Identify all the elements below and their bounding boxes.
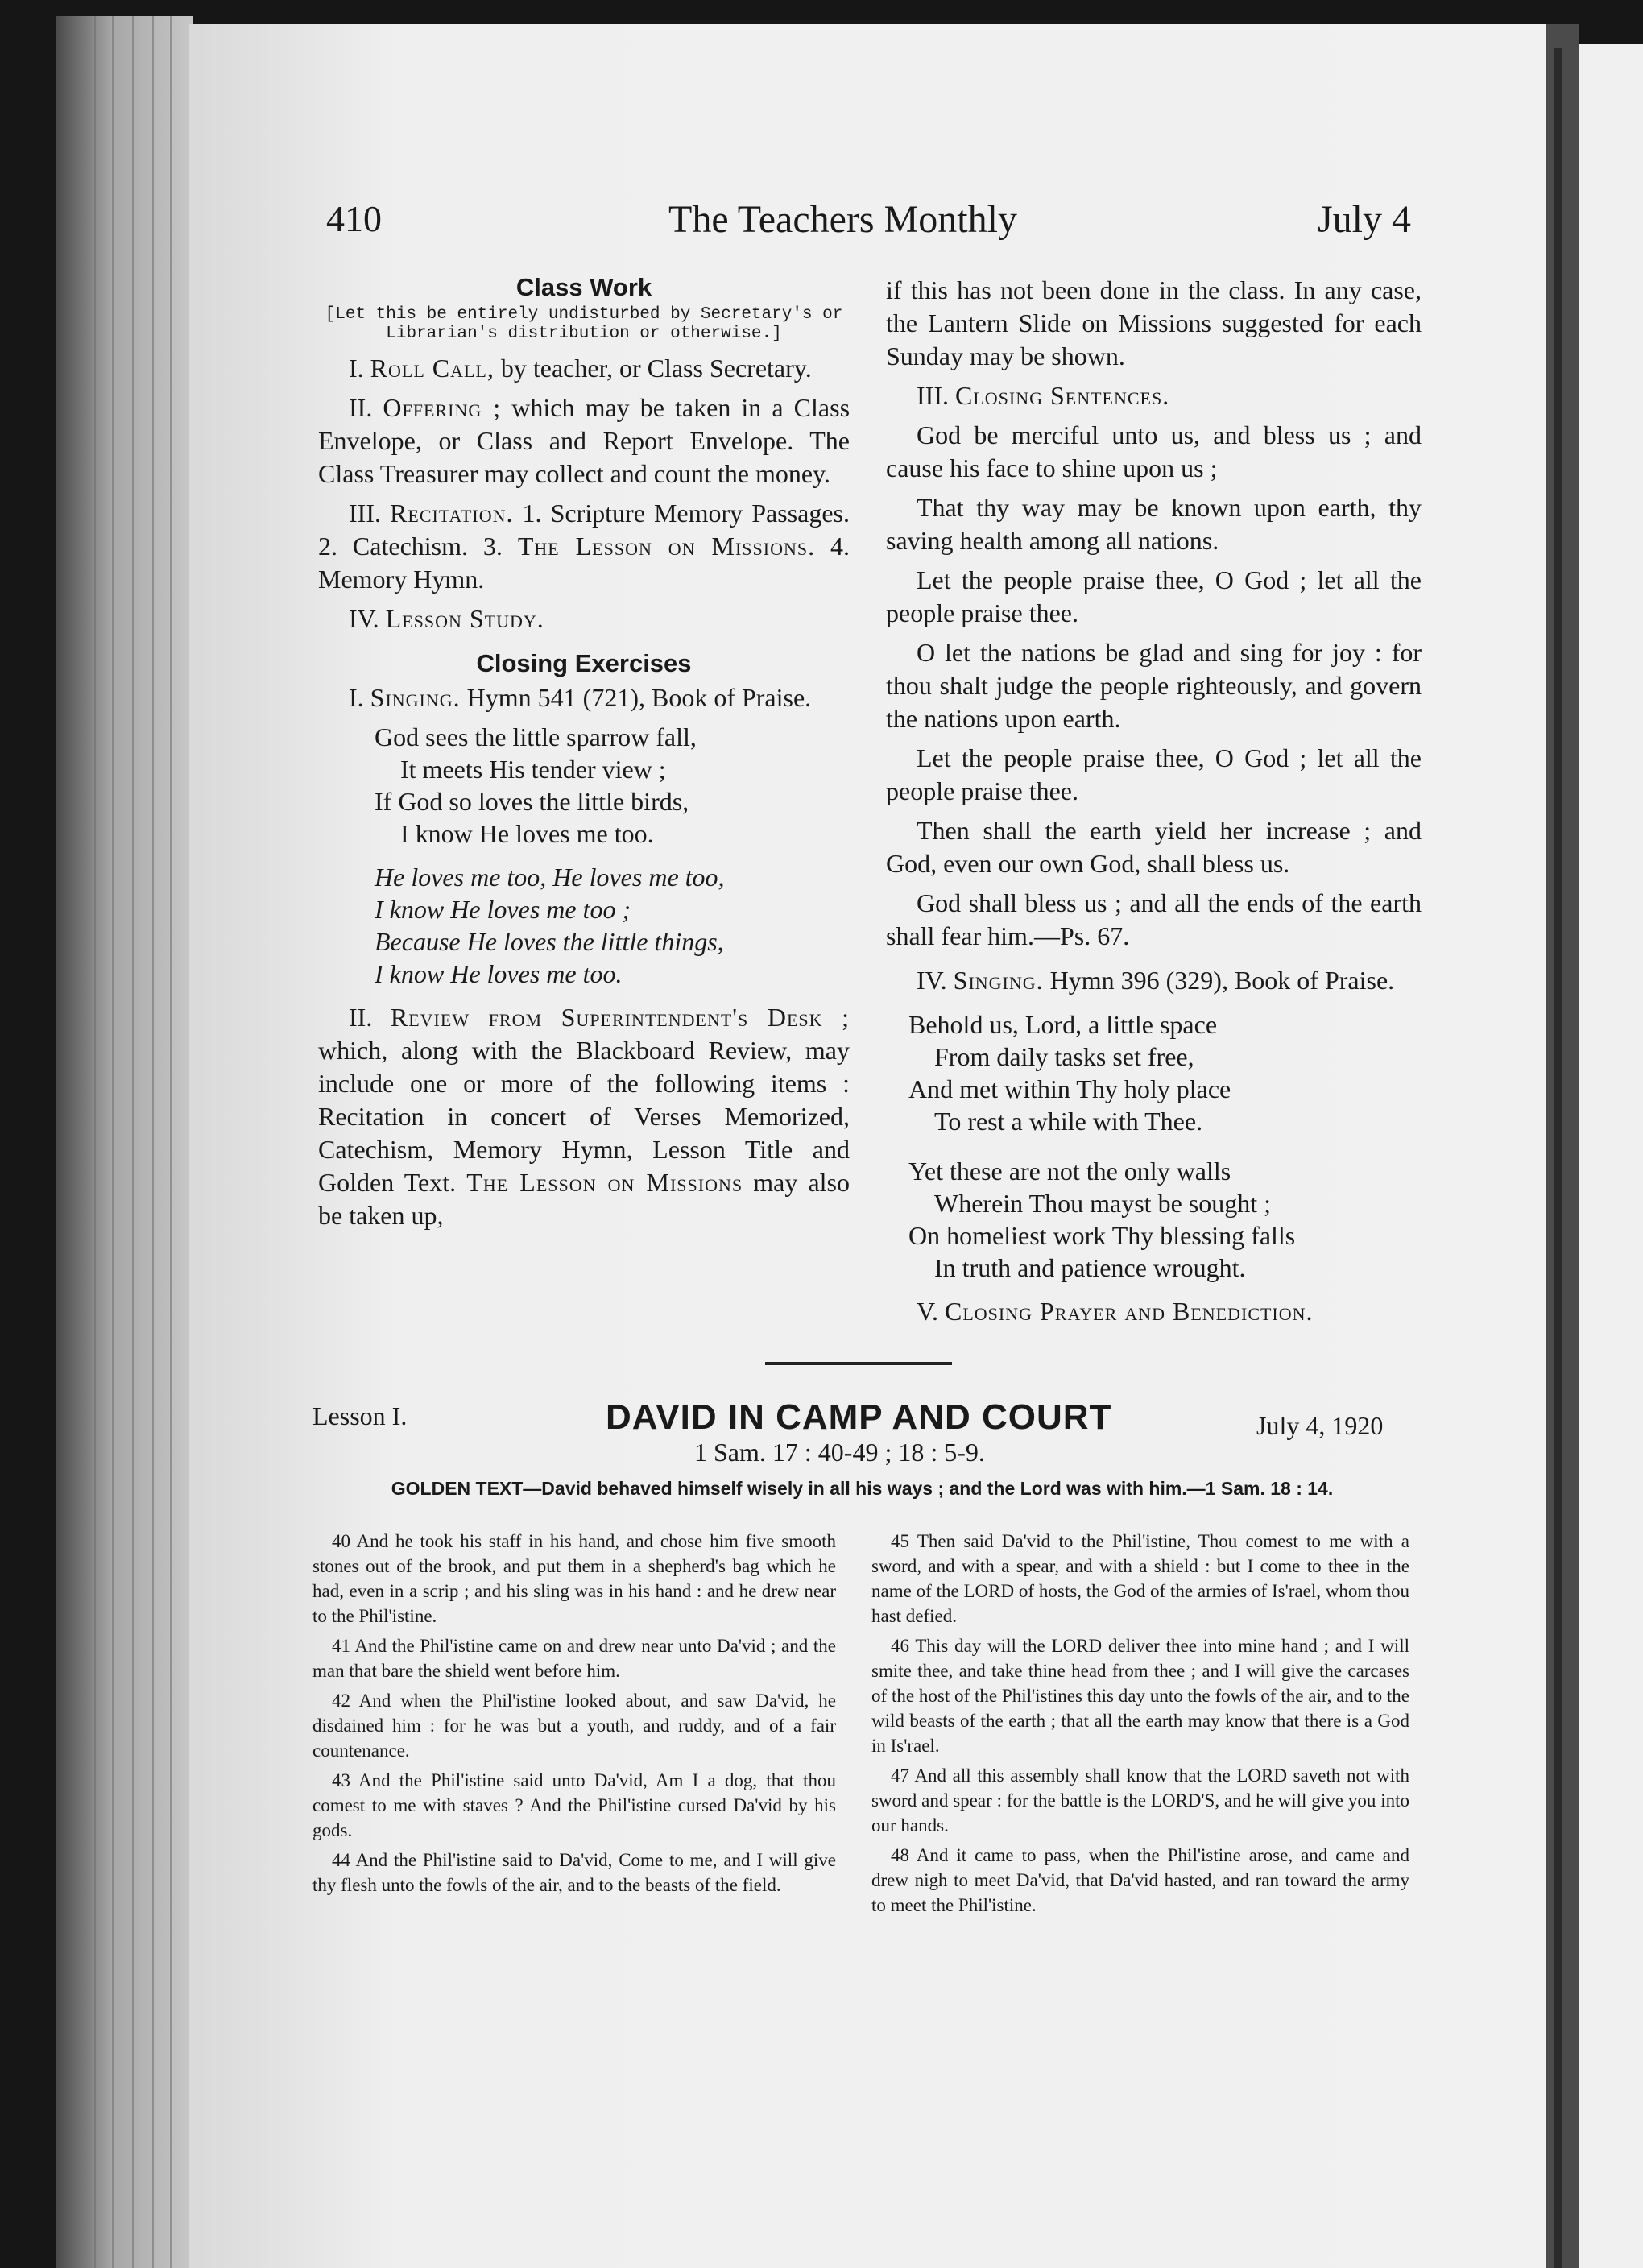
- singing-item-2: IV. Singing. Hymn 396 (329), Book of Praise.: [917, 966, 1395, 995]
- sentence: God shall bless us ; and all the ends of the earth shall fear him.—Ps. 67.: [886, 888, 1422, 950]
- sentence: O let the nations be glad and sing for joy : for thou shalt judge the people righteously, and govern the nations upon earth.: [886, 638, 1422, 733]
- verse-40: 40 And he took his staff in his hand, and chose him five smooth stones out of the brook, and put them in a shepherd's bag which he had, even in a scrip ; and his sling was in his hand : and he drew near to the Phil'istine.: [312, 1531, 836, 1626]
- page-number: 410: [326, 198, 382, 239]
- hymn-verse: God sees the little sparrow fall, It meets His tender view ; If God so loves the little birds, I know He loves me too.: [375, 722, 697, 848]
- hymn-chorus: He loves me too, He loves me too, I know He loves me too ; Because He loves the little things, I know He loves me too.: [375, 863, 725, 988]
- lesson-number: Lesson I.: [312, 1401, 408, 1430]
- section-divider: [765, 1362, 952, 1365]
- verse-48: 48 And it came to pass, when the Phil'istine arose, and came and drew nigh to meet Da'vid, that Da'vid hasted, and ran toward the army to meet the Phil'istine.: [871, 1845, 1409, 1915]
- review-continuation: if this has not been done in the class. In any case, the Lantern Slide on Missions suggested for each Sunday may be shown.: [886, 275, 1422, 370]
- verse-42: 42 And when the Phil'istine looked about, and saw Da'vid, he disdained him : for he was but a youth, and ruddy, and of a fair countenance.: [312, 1691, 836, 1761]
- closing-sentences-item: III. Closing Sentences.: [917, 381, 1170, 410]
- right-column: [886, 274, 1422, 1335]
- roll-call-item: I. Roll Call, by teacher, or Class Secretary.: [349, 354, 812, 383]
- lesson-study-item: IV. Lesson Study.: [349, 604, 544, 633]
- golden-text: GOLDEN TEXT—David behaved himself wisely in all his ways ; and the Lord was with him.—1 Sam. 18 : 14.: [391, 1478, 1334, 1499]
- left-column: [318, 266, 850, 1239]
- verse-45: 45 Then said Da'vid to the Phil'istine, Thou comest to me with a sword, and with a spear, and with a shield : but I come to thee in the name of the LORD of hosts, the God of the armies of Is'rael, whom thou hast defied.: [871, 1531, 1409, 1626]
- offering-item: II. Offering ; which may be taken in a Class Envelope, or Class and Report Envelope. The Class Treasurer may collect and count the money.: [318, 393, 850, 488]
- sentence: Let the people praise thee, O God ; let all the people praise thee.: [886, 565, 1422, 627]
- running-title: The Teachers Monthly: [668, 198, 1017, 241]
- hymn-stanza-2: Yet these are not the only walls Wherein Thou mayst be sought ; On homeliest work Thy blessing falls In truth and patience wrought.: [908, 1157, 1296, 1282]
- lesson-date: July 4, 1920: [1256, 1411, 1384, 1440]
- verse-43: 43 And the Phil'istine said unto Da'vid, Am I a dog, that thou comest to me with staves ? And the Phil'istine cursed Da'vid by his gods.: [312, 1770, 836, 1840]
- sentence: Then shall the earth yield her increase ; and God, even our own God, shall bless us.: [886, 816, 1422, 878]
- verse-41: 41 And the Phil'istine came on and drew near unto Da'vid ; and the man that bare the shield went before him.: [312, 1636, 836, 1681]
- scripture-reference: 1 Sam. 17 : 40-49 ; 18 : 5-9.: [694, 1438, 985, 1467]
- running-date: July 4: [1318, 198, 1412, 241]
- verse-44: 44 And the Phil'istine said to Da'vid, Come to me, and I will give thy flesh unto the fowls of the air, and to the beasts of the field.: [312, 1850, 836, 1895]
- class-work-heading: Class Work: [515, 273, 652, 301]
- closing-exercises-heading: Closing Exercises: [476, 649, 692, 677]
- recitation-item: III. Recitation. 1. Scripture Memory Passages. 2. Catechism. 3. The Lesson on Missions. 4. Memory Hymn.: [318, 499, 850, 594]
- scripture-left-column: [312, 1529, 836, 1902]
- sentence: That thy way may be known upon earth, thy saving health among all nations.: [886, 493, 1422, 555]
- lesson-title: DAVID IN CAMP AND COURT: [606, 1397, 1112, 1437]
- hymn-stanza-1: Behold us, Lord, a little space From daily tasks set free, And met within Thy holy place To rest a while with Thee.: [908, 1010, 1231, 1136]
- scripture-right-column: [871, 1529, 1409, 1922]
- class-work-note: [Let this be entirely undisturbed by Secretary's or Librarian's distribution or otherwise.]: [325, 305, 843, 343]
- verse-47: 47 And all this assembly shall know that the LORD saveth not with sword and spear : for the battle is the LORD'S, and he will give you into our hands.: [871, 1765, 1409, 1836]
- review-item: II. Review from Superintendent's Desk ; which, along with the Blackboard Review, may include one or more of the following items : Recitation in concert of Verses Memorized, Catechism, Memory Hymn, Lesson Title and Golden Text. The Lesson on Missions may also be taken up,: [318, 1003, 850, 1230]
- sentence: God be merciful unto us, and bless us ; and cause his face to shine upon us ;: [886, 420, 1422, 482]
- verse-46: 46 This day will the LORD deliver thee into mine hand ; and I will smite thee, and take thine head from thee ; and I will give the carcases of the host of the Phil'istines this day unto the fowls of the air, and to the wild beasts of the earth ; that all the earth may know that there is a God in Is'rael.: [871, 1636, 1409, 1756]
- singing-item: I. Singing. Hymn 541 (721), Book of Praise.: [349, 683, 812, 712]
- closing-prayer-item: V. Closing Prayer and Benediction.: [917, 1297, 1314, 1326]
- sentence: Let the people praise thee, O God ; let all the people praise thee.: [886, 743, 1422, 805]
